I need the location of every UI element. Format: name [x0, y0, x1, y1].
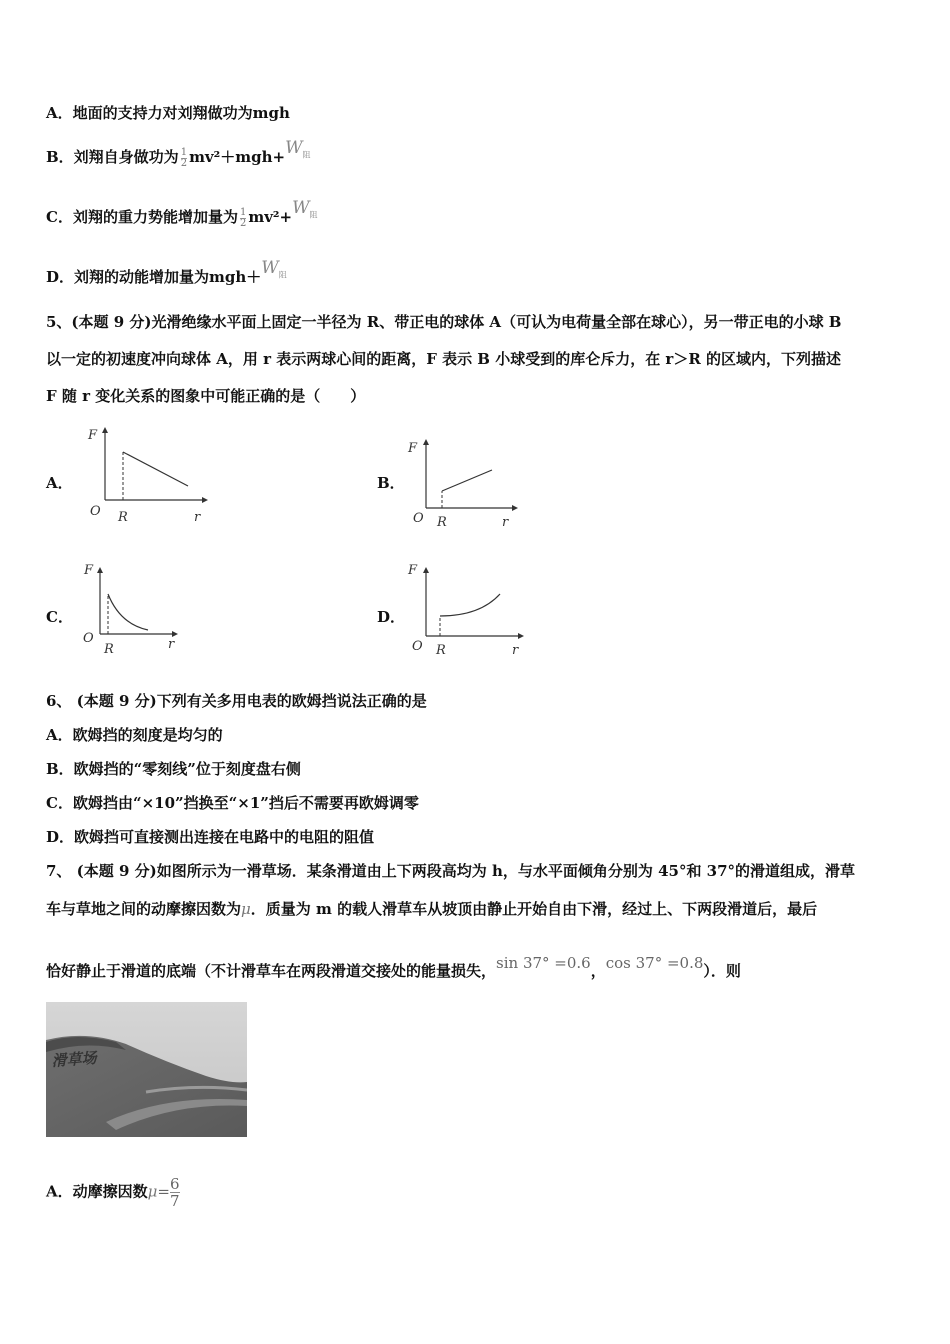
fraction-denominator: 7 [169, 1192, 180, 1210]
graph-c-origin: O [83, 631, 94, 646]
q4-option-d-text: D．刘翔的动能增加量为mgh＋ [46, 268, 262, 286]
fraction-denominator: 2 [239, 217, 247, 229]
q6-option-a: A．欧姆挡的刻度是均匀的 [46, 726, 223, 744]
graph-b-x-arrow [512, 505, 518, 511]
fraction-numerator: 6 [169, 1175, 180, 1193]
q4-option-c-prefix: C．刘翔的重力势能增加量为 [46, 208, 238, 226]
fraction-numerator: 1 [239, 206, 247, 218]
q6-option-b: B．欧姆挡的“零刻线”位于刻度盘右侧 [46, 760, 301, 778]
photo-sign-text: 滑草场 [51, 1048, 98, 1070]
q7-stem-line-2 [46, 898, 817, 919]
graph-b [402, 434, 520, 530]
grass-ski-photo [46, 1002, 247, 1137]
graph-d-y-label: F [408, 563, 418, 578]
q7-line-3-prefix: 恰好静止于滑道的底端（不计滑草车在两段滑道交接处的能量损失， [46, 962, 497, 980]
q4-option-c-fraction [240, 208, 246, 229]
graph-c-curve [108, 594, 148, 630]
q7-option-a-prefix: A．动摩擦因数 [46, 1182, 148, 1201]
graph-a-x-arrow [202, 497, 208, 503]
w-subscript: 阻 [278, 270, 287, 280]
q6-option-d: D．欧姆挡可直接测出连接在电路中的电阻的阻值 [46, 828, 375, 846]
graph-a-r-mark: R [118, 510, 128, 525]
graph-a-curve [123, 452, 188, 486]
q4-option-d [46, 258, 287, 289]
graph-c [78, 558, 182, 658]
graph-d [404, 558, 526, 658]
q4-option-b-fraction [181, 148, 187, 169]
q4-option-b-suffix: mv²＋mgh+ [189, 148, 286, 166]
mu-symbol: μ [147, 1182, 158, 1201]
sin-value: sin 37° =0.6 [496, 954, 591, 972]
w-resist-symbol [261, 258, 286, 278]
graph-d-label: D． [377, 608, 406, 626]
w-letter: W [261, 258, 279, 278]
graph-b-curve [442, 470, 492, 491]
q7-option-a-fraction [170, 1176, 180, 1209]
graph-a-x-label: r [194, 510, 201, 525]
q7-stem-line-3 [46, 954, 741, 981]
graph-c-y-label: F [84, 563, 94, 578]
cos-value: cos 37° =0.8 [605, 954, 704, 972]
q5-stem-line-3: F 随 r 变化关系的图象中可能正确的是（ ） [46, 387, 366, 405]
w-letter: W [292, 198, 310, 218]
equals-sign: = [157, 1182, 170, 1201]
q4-option-c-suffix: mv²+ [248, 208, 293, 226]
graph-d-y-arrow [423, 567, 429, 573]
q4-option-c [46, 198, 318, 229]
w-letter: W [285, 138, 303, 158]
w-subscript: 阻 [302, 150, 311, 160]
fraction-denominator: 2 [180, 157, 188, 169]
w-subscript: 阻 [309, 210, 318, 220]
graph-a-y-label: F [88, 428, 98, 443]
graph-a-y-arrow [102, 427, 108, 433]
q4-option-a: A．地面的支持力对刘翔做功为mgh [46, 104, 290, 122]
mu-symbol: μ [241, 900, 251, 918]
q7-stem-line-1: 7、 (本题 9 分)如图所示为一滑草场．某条滑道由上下两段高均为 h，与水平面倾角分别为 45°和 37°的滑道组成，滑草 [46, 862, 856, 880]
graph-b-y-arrow [423, 439, 429, 445]
q4-option-b [46, 138, 311, 169]
q5-stem [46, 304, 906, 415]
q7-line-2-suffix: ．质量为 m 的载人滑草车从坡顶由静止开始自由下滑，经过上、下两段滑道后，最后 [250, 900, 818, 918]
q6-stem: 6、 (本题 9 分)下列有关多用电表的欧姆挡说法正确的是 [46, 692, 427, 710]
graph-b-x-label: r [502, 515, 509, 530]
q6-option-c: C．欧姆挡由“×10”挡换至“×1”挡后不需要再欧姆调零 [46, 794, 419, 812]
graph-d-x-arrow [518, 633, 524, 639]
graph-d-origin: O [412, 639, 423, 654]
q5-stem-line-2: 以一定的初速度冲向球体 A，用 r 表示两球心间的距离，F 表示 B 小球受到的库仑斥力，在 r＞R 的区域内，下列描述 [46, 350, 842, 368]
graph-b-r-mark: R [437, 515, 447, 530]
graph-d-x-label: r [512, 643, 519, 658]
q4-option-b-prefix: B．刘翔自身做功为 [46, 148, 179, 166]
graph-c-label: C． [46, 608, 73, 626]
graph-b-label: B． [377, 474, 405, 492]
q7-line-3-suffix: ）．则 [703, 962, 741, 980]
graph-b-y-label: F [408, 441, 418, 456]
graph-a-label: A． [46, 474, 73, 492]
graph-d-r-mark: R [436, 643, 446, 658]
graph-c-x-label: r [168, 637, 175, 652]
graph-c-y-arrow [97, 567, 103, 573]
graph-a-origin: O [90, 504, 101, 519]
graph-d-curve [440, 594, 500, 616]
graph-a [80, 424, 210, 528]
fraction-numerator: 1 [180, 146, 188, 158]
w-resist-symbol [292, 198, 317, 218]
q7-option-a [46, 1176, 180, 1209]
q7-comma: ， [590, 962, 606, 980]
q5-stem-line-1: 5、(本题 9 分)光滑绝缘水平面上固定一半径为 R、带正电的球体 A（可认为电荷量全部在球心），另一带正电的小球 B [46, 313, 842, 331]
graph-c-r-mark: R [104, 642, 114, 657]
q7-line-2-prefix: 车与草地之间的动摩擦因数为 [46, 900, 242, 918]
graph-b-origin: O [413, 511, 424, 526]
w-resist-symbol [285, 138, 310, 158]
